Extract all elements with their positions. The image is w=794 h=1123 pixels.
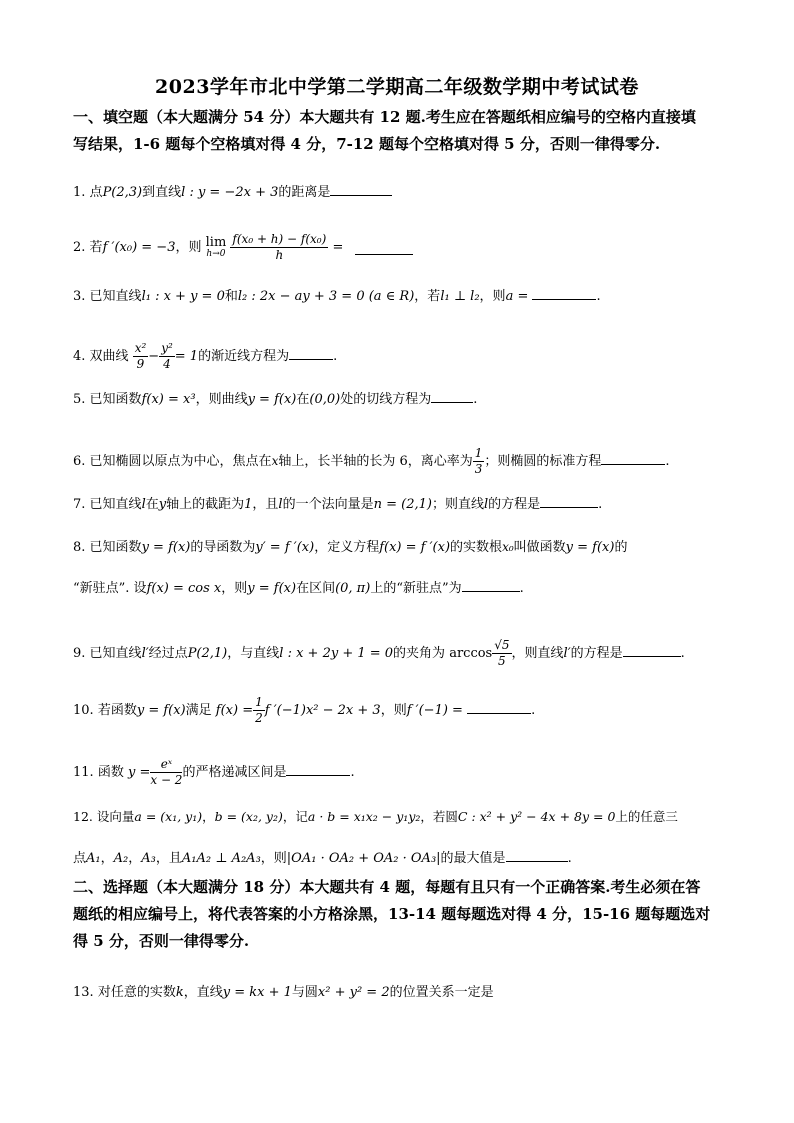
- question-text: 已知函数: [89, 540, 142, 555]
- question-number: 7.: [73, 497, 86, 512]
- math-expression: l: [483, 497, 489, 512]
- math-expression: A₂: [113, 851, 129, 866]
- math-expression: y = f(x): [247, 581, 297, 596]
- question-number: 11.: [73, 765, 94, 780]
- math-expression: y = f(x): [247, 392, 297, 407]
- question-text: ，若圆: [420, 809, 458, 824]
- fraction-numerator: 1: [255, 695, 263, 709]
- math-expression: (0, π): [335, 581, 371, 596]
- math-expression: y: [158, 497, 167, 512]
- question-number: 5.: [73, 392, 86, 407]
- equals-sign: =: [332, 240, 344, 255]
- fraction-numerator: f(x₀ + h) − f(x₀): [232, 232, 327, 246]
- question-text: ，: [100, 851, 114, 866]
- question-text: 的方程是: [570, 646, 623, 661]
- question-text: 的位置关系一定是: [389, 985, 494, 1000]
- question-text: 对任意的实数: [97, 985, 176, 1000]
- question-text: ，则曲线: [195, 392, 248, 407]
- difference-quotient: [230, 232, 328, 263]
- math-expression: y = kx + 1: [222, 985, 292, 1000]
- question-text: 的一个法向量是: [282, 497, 374, 512]
- math-expression: l′: [563, 646, 571, 661]
- limit-subscript: h→0: [206, 249, 226, 259]
- question-text: ，则: [260, 851, 287, 866]
- answer-blank: [330, 183, 392, 196]
- math-expression: a =: [505, 289, 529, 304]
- period: .: [596, 289, 601, 304]
- question-number: 12.: [73, 809, 93, 824]
- math-expression: l₁ : x + y = 0: [141, 289, 225, 304]
- question-number: 13.: [73, 985, 94, 1000]
- question-text: ；则直线: [431, 497, 484, 512]
- question-12: [73, 808, 723, 826]
- question-5: [73, 390, 723, 409]
- math-expression: x: [271, 454, 279, 468]
- fraction-denominator: 5: [498, 654, 506, 668]
- question-text: 已知函数: [89, 392, 142, 407]
- question-8: [73, 538, 723, 557]
- fraction-denominator: h: [275, 248, 284, 262]
- question-text: ，记: [282, 809, 308, 824]
- fraction: [133, 341, 149, 372]
- arccos-function: arccos: [449, 646, 493, 661]
- question-number: 3.: [73, 289, 86, 304]
- math-expression: y =: [127, 765, 151, 780]
- question-text: 到直线: [142, 185, 182, 200]
- limit-symbol: lim: [205, 235, 227, 250]
- math-expression: f(x) = cos x: [146, 581, 222, 596]
- question-text: 轴上，长半轴的长为 6，离心率为: [278, 454, 473, 469]
- question-text: 的严格递减区间是: [182, 765, 287, 780]
- question-number: 1.: [73, 185, 86, 200]
- question-text: 的最大值是: [440, 851, 506, 866]
- question-3: [73, 287, 723, 306]
- question-text: 函数: [97, 765, 124, 780]
- period: .: [473, 392, 478, 407]
- question-number: 4.: [73, 349, 86, 364]
- math-expression: b = (x₂, y₂): [214, 809, 283, 824]
- question-text: 若函数: [97, 703, 137, 718]
- math-expression: f(x) =: [215, 703, 254, 718]
- question-text: 已知直线: [89, 289, 142, 304]
- question-text: ，则直线: [511, 646, 564, 661]
- math-expression: 1: [244, 497, 253, 512]
- question-text: 的夹角为: [393, 646, 446, 661]
- period: .: [665, 454, 670, 469]
- math-expression: f(x) = f ′(x): [379, 540, 451, 555]
- question-text: 已知直线: [89, 646, 142, 661]
- answer-blank: [462, 579, 520, 592]
- exam-title: 2023学年市北中学第二学期高二年级数学期中考试试卷: [155, 76, 639, 98]
- answer-blank: [355, 242, 413, 255]
- section1-instructions: [73, 104, 723, 158]
- question-text: 点: [89, 185, 103, 200]
- answer-blank: [532, 287, 596, 300]
- fraction: [253, 695, 265, 726]
- question-text: 的方程是: [488, 497, 541, 512]
- fraction-numerator: x²: [134, 341, 147, 355]
- question-12-line2: [73, 849, 723, 868]
- fraction-numerator: eˣ: [150, 757, 182, 773]
- period: .: [519, 581, 524, 596]
- question-9: [73, 638, 723, 669]
- question-text: 轴上的截距为: [166, 497, 245, 512]
- math-expression: (0,0): [309, 392, 341, 407]
- question-number: 10.: [73, 703, 94, 718]
- question-text: 点: [73, 851, 87, 866]
- question-text: ；则椭圆的标准方程: [484, 454, 602, 469]
- section1-line1: 一、填空题（本大题满分 54 分）本大题共有 12 题.考生应在答题纸相应编号的空格内直接填: [73, 108, 696, 126]
- section2-line3: 得 5 分，否则一律得零分.: [73, 932, 250, 950]
- answer-blank: [506, 849, 568, 862]
- math-expression: y = f(x): [141, 540, 191, 555]
- math-expression: x² + y² = 2: [317, 985, 390, 1000]
- fraction-numerator: 1: [474, 446, 483, 460]
- question-2-blank: [355, 242, 445, 261]
- math-expression: x₀: [502, 540, 514, 554]
- math-expression: n = (2,1): [373, 497, 432, 512]
- question-text: ，则: [479, 289, 506, 304]
- fraction-denominator: 2: [255, 711, 263, 725]
- fraction: [150, 757, 182, 788]
- question-text: 若: [89, 240, 103, 255]
- math-expression: l : y = −2x + 3: [181, 185, 279, 200]
- fraction-denominator: 9: [136, 357, 145, 371]
- question-text: 在: [296, 392, 310, 407]
- math-expression: l : x + 2y + 1 = 0: [279, 646, 394, 661]
- question-text: 已知椭圆以原点为中心，焦点在: [89, 454, 272, 469]
- math-expression: P(2,3): [102, 185, 143, 200]
- math-expression: = 1: [174, 349, 199, 364]
- math-expression: P(2,1): [187, 646, 228, 661]
- question-1: [73, 183, 723, 202]
- answer-blank: [467, 701, 531, 714]
- math-expression: A₁: [86, 851, 101, 866]
- math-expression: l₂ : 2x − ay + 3 = 0 (a ∈ R): [237, 289, 415, 304]
- question-text: 的实数根: [450, 540, 503, 555]
- math-expression: a = (x₁, y₁): [134, 809, 203, 824]
- fraction-denominator: 4: [163, 357, 171, 371]
- question-text: 已知直线: [89, 497, 142, 512]
- question-text: 的距离是: [278, 185, 331, 200]
- period: .: [531, 703, 536, 718]
- math-expression: l: [141, 497, 146, 512]
- minus-sign: −: [148, 349, 160, 364]
- question-4: [73, 341, 723, 372]
- fraction-denominator: 3: [474, 462, 483, 476]
- question-text: ，则: [175, 240, 202, 255]
- section2-line2: 题纸的相应编号上，将代表答案的小方格涂黑，13-14 题每题选对得 4 分，15-16 题每题选对: [73, 905, 711, 923]
- question-text: 满足: [185, 703, 212, 718]
- period: .: [680, 646, 685, 661]
- question-text: ，定义方程: [314, 540, 380, 555]
- question-text: 上的任意三: [615, 809, 678, 824]
- question-text: ，: [128, 851, 142, 866]
- section2-line1: 二、选择题（本大题满分 18 分）本大题共有 4 题，每题有且只有一个正确答案.考生必须在答: [73, 878, 701, 896]
- math-expression: l₁ ⊥ l₂: [440, 289, 480, 304]
- question-text: 在区间: [296, 581, 336, 596]
- answer-blank: [289, 347, 333, 360]
- question-text: 处的切线方程为: [340, 392, 432, 407]
- question-text: 与圆: [291, 985, 318, 1000]
- math-expression: y = f(x): [565, 540, 615, 555]
- question-text: 在: [145, 497, 159, 512]
- question-text: 双曲线: [89, 349, 129, 364]
- math-expression: A₃: [141, 851, 156, 866]
- math-expression: a · b = x₁x₂ − y₁y₂: [307, 809, 421, 824]
- question-13: [73, 984, 723, 1002]
- math-expression: f ′(−1) =: [406, 703, 463, 718]
- question-8-line2: [73, 579, 723, 598]
- question-text: 设向量: [96, 809, 135, 824]
- math-expression: f(x) = x³: [141, 392, 196, 407]
- question-7: [73, 495, 723, 514]
- question-text: 的渐近线方程为: [198, 349, 290, 364]
- question-text: ，: [202, 809, 215, 824]
- question-number: 8.: [73, 540, 86, 555]
- question-text: 和: [224, 289, 238, 304]
- period: .: [333, 349, 338, 364]
- question-text: 的导函数为: [190, 540, 256, 555]
- math-expression: y′ = f ′(x): [255, 540, 315, 555]
- math-expression: A₁A₂ ⊥ A₂A₃: [181, 851, 261, 866]
- section1-line2: 写结果，1-6 题每个空格填对得 4 分，7-12 题每个空格填对得 5 分，否则一律得零分.: [73, 135, 661, 153]
- question-text: ，则: [380, 703, 407, 718]
- fraction: [492, 638, 511, 669]
- question-text: 上的“新驻点”为: [370, 581, 462, 596]
- math-expression: f ′(−1)x² − 2x + 3: [264, 703, 381, 718]
- question-text: 的: [614, 540, 628, 555]
- fraction-numerator: y²: [161, 341, 173, 355]
- section2-instructions: [73, 874, 723, 955]
- question-11: [73, 757, 723, 788]
- fraction: [159, 341, 175, 372]
- question-6: [73, 446, 723, 477]
- fraction-denominator: x − 2: [150, 773, 183, 787]
- question-text: ，且: [252, 497, 279, 512]
- math-expression: f ′(x₀) = −3: [102, 240, 176, 255]
- answer-blank: [540, 495, 598, 508]
- question-text: ，直线: [183, 985, 223, 1000]
- math-expression: l: [278, 497, 283, 512]
- question-number: 6.: [73, 454, 86, 469]
- question-text: ，若: [414, 289, 441, 304]
- question-text: “新驻点”. 设: [73, 581, 147, 596]
- period: .: [598, 497, 603, 512]
- question-text: ，则: [221, 581, 248, 596]
- question-text: 叫做函数: [513, 540, 566, 555]
- period: .: [350, 765, 355, 780]
- question-number: 2.: [73, 240, 86, 255]
- answer-blank: [431, 390, 473, 403]
- fraction: [473, 446, 485, 477]
- question-10: [73, 695, 723, 726]
- math-expression: |OA₁ · OA₂ + OA₂ · OA₃|: [286, 851, 441, 866]
- math-expression: l′: [141, 646, 149, 661]
- answer-blank: [623, 644, 681, 657]
- question-number: 9.: [73, 646, 86, 661]
- period: .: [567, 851, 572, 866]
- math-expression: C : x² + y² − 4x + 8y = 0: [457, 809, 616, 824]
- question-text: ，与直线: [227, 646, 280, 661]
- question-text: 经过点: [148, 646, 188, 661]
- answer-blank: [286, 763, 350, 776]
- math-expression: y = f(x): [136, 703, 186, 718]
- question-text: ，且: [155, 851, 182, 866]
- fraction-numerator: √5: [494, 638, 510, 652]
- answer-blank: [601, 452, 665, 465]
- math-expression: k: [175, 985, 184, 1000]
